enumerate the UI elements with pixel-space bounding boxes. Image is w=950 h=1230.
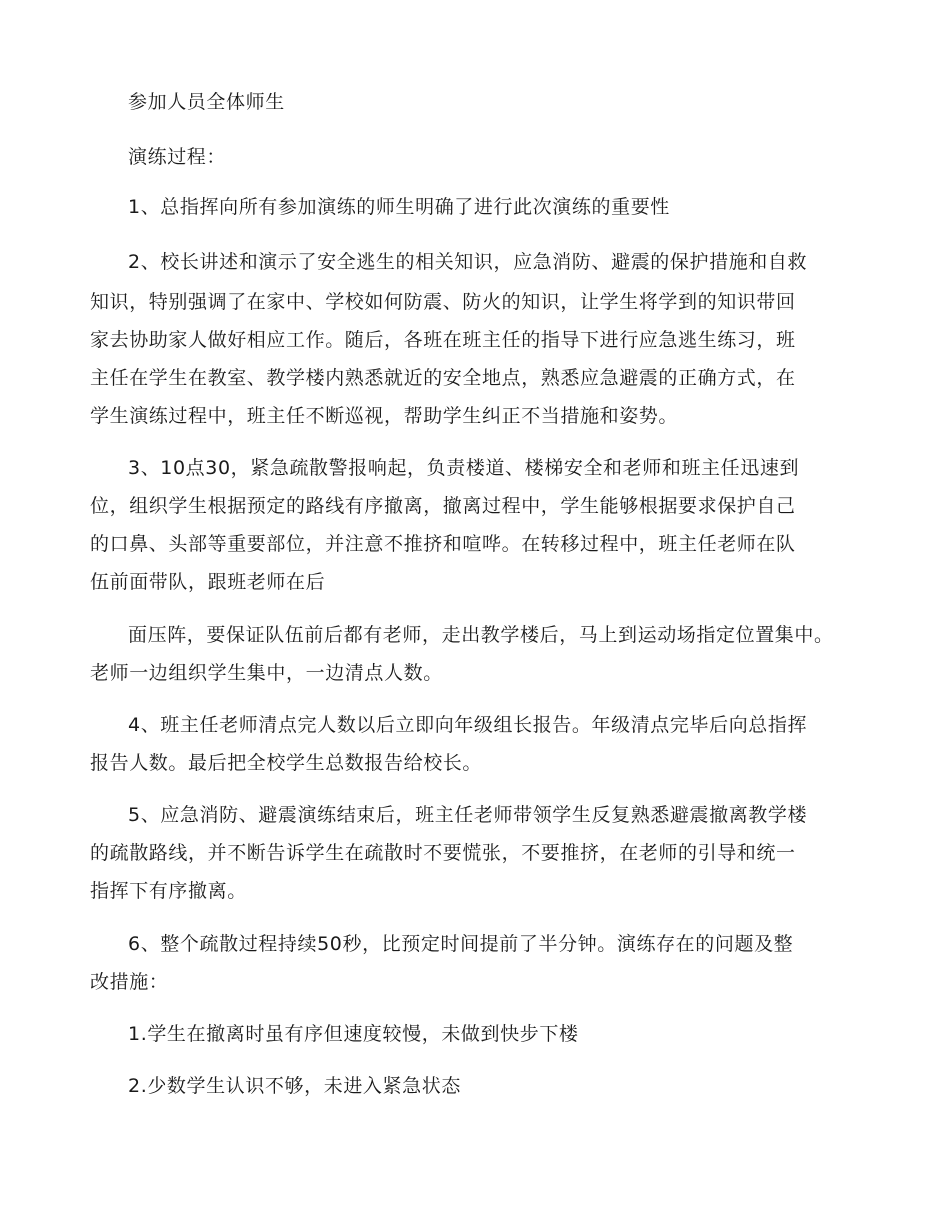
paragraph-line: 改措施： [90, 971, 169, 993]
paragraph-line: 老师一边组织学生集中，一边清点人数。 [90, 662, 443, 684]
paragraph-line: 报告人数。最后把全校学生总数报告给校长。 [90, 752, 483, 774]
paragraph-line: 2、校长讲述和演示了安全逃生的相关知识，应急消防、避震的保护措施和自救 [128, 251, 808, 273]
paragraph-line: 的疏散路线，并不断告诉学生在疏散时不要慌张，不要推挤，在老师的引导和统一 [90, 842, 796, 864]
paragraph-line: 知识，特别强调了在家中、学校如何防震、防火的知识，让学生将学到的知识带回 [90, 291, 796, 313]
paragraph-line: 位，组织学生根据预定的路线有序撤离，撤离过程中，学生能够根据要求保护自己 [90, 495, 796, 517]
paragraph-line: 3、10点30，紧急疏散警报响起，负责楼道、楼梯安全和老师和班主任迅速到 [128, 457, 800, 479]
paragraph-line: 的口鼻、头部等重要部位，并注意不推挤和喧哗。在转移过程中，班主任老师在队 [90, 533, 796, 555]
item-1: 1、总指挥向所有参加演练的师生明确了进行此次演练的重要性 [128, 196, 670, 218]
paragraph-line: 家去协助家人做好相应工作。随后，各班在班主任的指导下进行应急逃生练习，班 [90, 329, 796, 351]
paragraph-line: 学生演练过程中，班主任不断巡视，帮助学生纠正不当措施和姿势。 [90, 405, 679, 427]
paragraph-line: 面压阵，要保证队伍前后都有老师，走出教学楼后，马上到运动场指定位置集中。 [128, 624, 834, 646]
paragraph-line: 5、应急消防、避震演练结束后，班主任老师带领学生反复熟悉避震撤离教学楼 [128, 804, 808, 826]
process-heading: 演练过程： [128, 146, 227, 168]
participants-line: 参加人员全体师生 [128, 91, 285, 113]
paragraph-line: 6、整个疏散过程持续50秒，比预定时间提前了半分钟。演练存在的问题及整 [128, 933, 794, 955]
problem-2: 2.少数学生认识不够，未进入紧急状态 [128, 1075, 461, 1097]
paragraph-line: 伍前面带队，跟班老师在后 [90, 571, 326, 593]
paragraph-line: 指挥下有序撤离。 [90, 880, 247, 902]
paragraph-line: 主任在学生在教室、教学楼内熟悉就近的安全地点，熟悉应急避震的正确方式，在 [90, 367, 796, 389]
problem-1: 1.学生在撤离时虽有序但速度较慢，未做到快步下楼 [128, 1023, 579, 1045]
paragraph-line: 4、班主任老师清点完人数以后立即向年级组长报告。年级清点完毕后向总指挥 [128, 714, 808, 736]
